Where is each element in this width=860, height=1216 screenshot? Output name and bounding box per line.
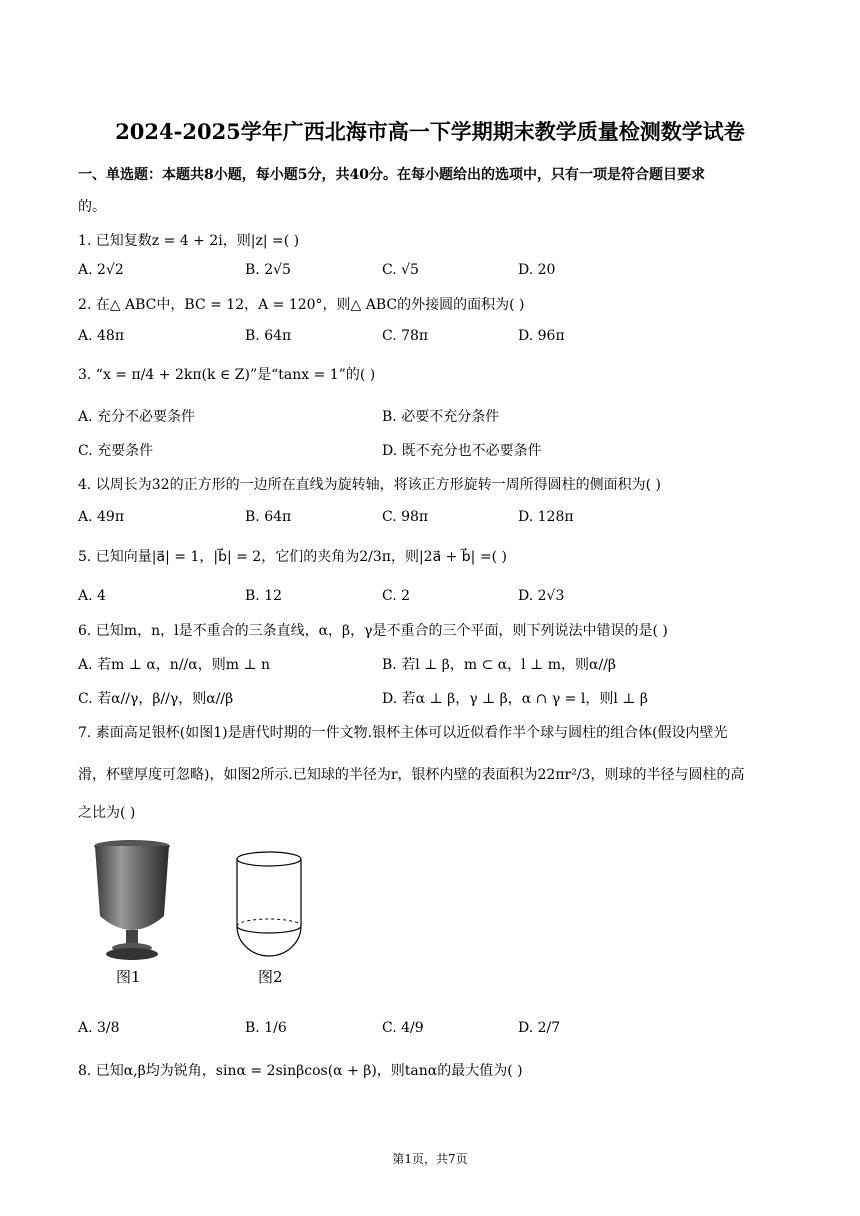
q2-option-c: C. 78π	[382, 328, 429, 344]
question-6-stem: 6. 已知m，n，l是不重合的三条直线，α，β，γ是不重合的三个平面，则下列说法中错误的是( )	[78, 623, 668, 639]
figure-1-label: 图1	[116, 968, 141, 986]
q7-option-c: C. 4/9	[382, 1020, 424, 1036]
q3-option-a: A. 充分不必要条件	[78, 409, 196, 425]
q5-option-d: D. 2√3	[518, 588, 565, 604]
q5-option-c: C. 2	[382, 588, 411, 604]
q4-option-b: B. 64π	[245, 509, 292, 525]
question-7-stem-line2: 滑，杯壁厚度可忽略)，如图2所示.已知球的半径为r，银杯内壁的表面积为22πr²/3，则球的半径与圆柱的高	[78, 767, 745, 783]
q2-option-d: D. 96π	[518, 328, 565, 344]
section-header-cont: 的。	[78, 199, 106, 215]
q4-option-d: D. 128π	[518, 509, 574, 525]
q7-option-a: A. 3/8	[78, 1020, 120, 1036]
q2-option-b: B. 64π	[245, 328, 292, 344]
question-8-stem: 8. 已知α,β均为锐角，sinα = 2sinβcos(α + β)，则tanα的最大值为( )	[78, 1063, 523, 1079]
q3-option-b: B. 必要不充分条件	[382, 409, 500, 425]
q4-option-c: C. 98π	[382, 509, 429, 525]
q6-option-d: D. 若α ⊥ β，γ ⊥ β，α ∩ γ = l，则l ⊥ β	[382, 691, 648, 707]
q3-option-c: C. 充要条件	[78, 443, 154, 459]
question-7-stem-line1: 7. 素面高足银杯(如图1)是唐代时期的一件文物.银杯主体可以近似看作半个球与圆柱的组合体(假设内壁光	[78, 725, 728, 741]
q6-option-a: A. 若m ⊥ α，n//α，则m ⊥ n	[78, 657, 271, 673]
question-4-stem: 4. 以周长为32的正方形的一边所在直线为旋转轴，将该正方形旋转一周所得圆柱的侧面积为( )	[78, 477, 661, 493]
q4-option-a: A. 49π	[78, 509, 125, 525]
q2-option-a: A. 48π	[78, 328, 125, 344]
q6-option-c: C. 若α//γ，β//γ，则α//β	[78, 691, 234, 707]
question-1-stem: 1. 已知复数z = 4 + 2i，则|z| =( )	[78, 233, 300, 249]
q5-option-a: A. 4	[78, 588, 106, 604]
q7-option-d: D. 2/7	[518, 1020, 561, 1036]
silver-cup-figure	[88, 836, 178, 972]
q1-option-a: A. 2√2	[78, 262, 124, 278]
figure-2-label: 图2	[258, 968, 283, 986]
q6-option-b: B. 若l ⊥ β，m ⊂ α，l ⊥ m，则α//β	[382, 657, 616, 673]
q7-option-b: B. 1/6	[245, 1020, 287, 1036]
q1-option-b: B. 2√5	[245, 262, 291, 278]
cup-schematic-figure	[232, 850, 306, 960]
question-2-stem: 2. 在△ ABC中，BC = 12，A = 120°，则△ ABC的外接圆的面积为( )	[78, 297, 525, 313]
q1-option-d: D. 20	[518, 262, 556, 278]
question-3-stem: 3. “x = π/4 + 2kπ(k ∈ Z)”是“tanx = 1”的( )	[78, 367, 376, 383]
q5-option-b: B. 12	[245, 588, 283, 604]
section-header: 一、单选题：本题共8小题，每小题5分，共40分。在每小题给出的选项中，只有一项是符合题目要求	[78, 167, 705, 183]
page-title: 2024-2025学年广西北海市高一下学期期末教学质量检测数学试卷	[115, 119, 745, 144]
q3-option-d: D. 既不充分也不必要条件	[382, 443, 542, 459]
page-footer: 第1页，共7页	[392, 1152, 468, 1166]
q1-option-c: C. √5	[382, 262, 419, 278]
question-7-stem-line3: 之比为( )	[78, 805, 136, 821]
question-5-stem: 5. 已知向量|a⃗| = 1，|b⃗| = 2，它们的夹角为2/3π，则|2a⃗ + b⃗| =( )	[78, 549, 507, 565]
